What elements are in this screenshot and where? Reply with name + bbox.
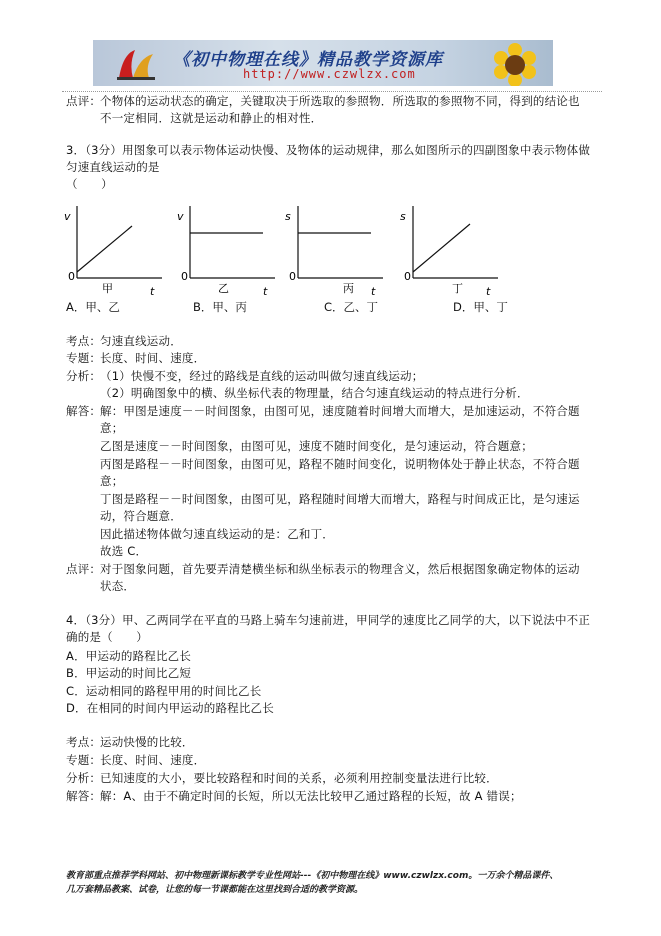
jieda-line: 解：甲图是速度－－时间图象，由图可见，速度随着时间增大而增大，是加速运动，不符合题 (100, 404, 580, 418)
option-a: A．甲运动的路程比乙长 (66, 649, 192, 663)
graph-xlabel: t (371, 285, 376, 295)
jieda-line: 丙图是路程－－时间图象，由图可见，路程不随时间变化，说明物体处于静止状态，不符合题 (100, 457, 580, 471)
fenxi-text: 已知速度的大小，要比较路程和时间的关系，必须利用控制变量法进行比较． (100, 771, 498, 785)
graph-ylabel: v (177, 210, 184, 223)
jieda-label: 解答： (66, 789, 102, 803)
zhuanti-text: 长度、时间、速度． (100, 753, 206, 767)
jieda-line: 意； (100, 474, 124, 488)
banner-title: 《初中物理在线》精品教学资源库 (173, 50, 443, 70)
option-c: C．运动相同的路程甲用的时间比乙长 (66, 684, 262, 698)
option-b: B．甲、丙 (193, 300, 247, 314)
graph-name: 甲 (102, 282, 113, 295)
option-a: A．甲、乙 (66, 300, 120, 314)
fenxi-line: （1）快慢不变，经过的路线是直线的运动叫做匀速直线运动； (100, 369, 424, 383)
graph-xlabel: t (263, 285, 268, 295)
fenxi-line: （2）明确图象中的横、纵坐标代表的物理量，结合匀速直线运动的特点进行分析． (100, 386, 529, 400)
graph-origin: 0 (404, 270, 411, 283)
comment-label: 点评： (66, 94, 102, 108)
jieda-line: 因此描述物体做匀速直线运动的是：乙和丁． (100, 527, 334, 541)
option-d: D．在相同的时间内甲运动的路程比乙长 (66, 701, 274, 715)
comment-line: 不一定相同．这就是运动和静止的相对性． (100, 111, 323, 125)
jieda-text: 解：A、由于不确定时间的长短，所以无法比较甲乙通过路程的长短，故 A 错误； (100, 789, 522, 803)
graph-ylabel: v (64, 210, 71, 223)
jieda-line: 乙图是速度－－时间图象，由图可见，速度不随时间变化，是匀速运动，符合题意； (100, 439, 533, 453)
graph-origin: 0 (181, 270, 188, 283)
answer-blank: （ ） (66, 177, 113, 191)
graph-yi (175, 200, 285, 295)
jieda-line: 意； (100, 421, 124, 435)
graph-jia (62, 200, 172, 295)
kaodian-text: 匀速直线运动． (100, 334, 182, 348)
footer-line: 教育部重点推荐学科网站、初中物理新课标教学专业性网站---《初中物理在线》www.czwlzx.com。一万余个精品课件、 (66, 871, 559, 881)
zhuanti-label: 专题： (66, 351, 102, 365)
graph-ylabel: s (400, 210, 406, 223)
dianping-line: 对于图象问题，首先要弄清楚横坐标和纵坐标表示的物理含义，然后根据图象确定物体的运动 (100, 562, 580, 576)
graph-bing (283, 200, 393, 295)
graph-name: 乙 (218, 282, 229, 295)
sunflower-icon (485, 42, 545, 86)
jieda-line: 丁图是路程－－时间图象，由图可见，路程随时间增大而增大，路程与时间成正比，是匀速运 (100, 492, 580, 506)
question-3-stem: 3．（3分）用图象可以表示物体运动快慢、及物体的运动规律，那么如图所示的四副图象中表示物体做 (66, 143, 591, 157)
graph-origin: 0 (289, 270, 296, 283)
kaodian-text: 运动快慢的比较． (100, 735, 194, 749)
graph-name: 丁 (452, 282, 463, 295)
zhuanti-text: 长度、时间、速度． (100, 351, 206, 365)
graph-ding (398, 200, 508, 295)
question-4-stem: 4．（3分）甲、乙两同学在平直的马路上骑车匀速前进，甲同学的速度比乙同学的大，以下说法中不正 (66, 613, 591, 627)
option-b: B．甲运动的时间比乙短 (66, 666, 192, 680)
graph-xlabel: t (150, 285, 155, 295)
fenxi-label: 分析： (66, 771, 102, 785)
graph-name: 丙 (343, 282, 354, 295)
dianping-line: 状态． (100, 579, 136, 593)
jieda-label: 解答： (66, 404, 102, 418)
kaodian-label: 考点： (66, 334, 102, 348)
footer-line: 几万套精品教案、试卷，让您的每一节课都能在这里找到合适的教学资源。 (66, 885, 364, 895)
banner-url: http://www.czwlzx.com (243, 67, 416, 81)
dianping-label: 点评： (66, 562, 102, 576)
site-logo-icon (113, 44, 159, 82)
question-4-stem: 确的是（ ） (66, 630, 148, 644)
graph-ylabel: s (285, 210, 291, 223)
jieda-line: 动，符合题意． (100, 509, 182, 523)
fenxi-label: 分析： (66, 369, 102, 383)
zhuanti-label: 专题： (66, 753, 102, 767)
kaodian-label: 考点： (66, 735, 102, 749)
comment-line: 个物体的运动状态的确定，关键取决于所选取的参照物．所选取的参照物不同，得到的结论也 (100, 94, 580, 108)
graph-xlabel: t (486, 285, 491, 295)
header-banner (93, 40, 553, 86)
question-3-stem: 匀速直线运动的是 (66, 160, 160, 174)
jieda-line: 故选 C． (100, 544, 148, 558)
option-d: D．甲、丁 (453, 300, 508, 314)
option-c: C．乙、丁 (324, 300, 379, 314)
graph-origin: 0 (68, 270, 75, 283)
